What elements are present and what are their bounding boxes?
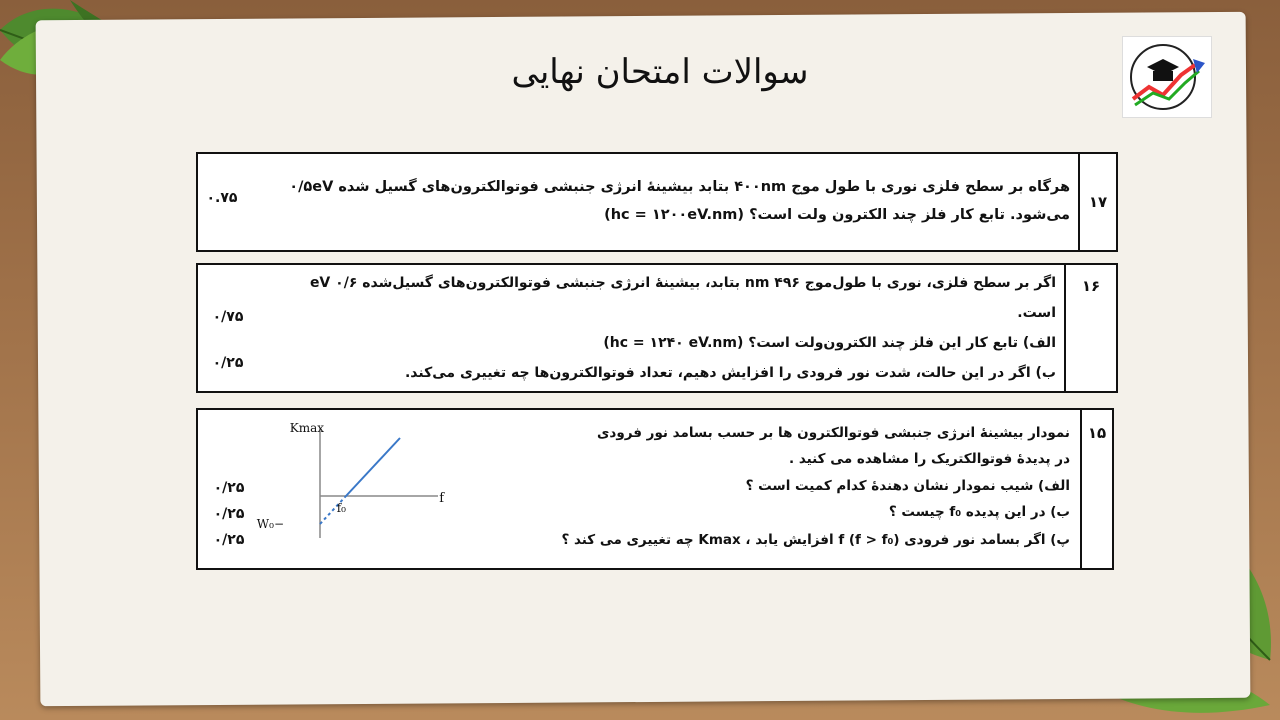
- question-line: هرگاه بر سطح فلزی نوری با طول موج ۴۰۰nm بتابد بیشینهٔ انرژی جنبشی فوتوالکترون‌های گسیل شده ۰/۵eV: [289, 179, 1070, 196]
- question-15-box: [196, 408, 1114, 570]
- school-logo: [1122, 36, 1212, 118]
- slide-title: سوالات امتحان نهایی: [511, 52, 809, 92]
- question-17-box: [196, 152, 1118, 252]
- y-axis-label: Kmax: [289, 421, 324, 435]
- question-line: الف) شیب نمودار نشان دهندهٔ کدام کمیت است ؟: [745, 477, 1070, 494]
- question-line: می‌شود. تابع کار فلز چند الکترون ولت است؟ (hc = ۱۲۰۰eV.nm): [604, 207, 1070, 223]
- question-16-box: [196, 263, 1118, 393]
- score-column: [196, 154, 246, 250]
- score-value: ۰/۲۵: [213, 532, 245, 548]
- question-line: الف) تابع کار این فلز چند الکترون‌ولت است؟ (hc = ۱۲۴۰ eV.nm): [603, 335, 1056, 351]
- question-line: در پدیدهٔ فوتوالکتریک را مشاهده می کنید .: [789, 451, 1070, 468]
- question-text: [258, 265, 1066, 391]
- score-value: ۰.۷۵: [206, 190, 238, 206]
- question-line: پ) اگر بسامد نور فرودی f (f > f₀) افزایش یابد ، Kmax چه تغییری می کند ؟: [561, 532, 1070, 548]
- x-intercept-label: f₀: [336, 501, 346, 515]
- question-line: اگر بر سطح فلزی، نوری با طول‌موج ۴۹۶ nm بتابد، بیشینهٔ انرژی جنبشی فوتوالکترون‌های گسیل‌شده ۰/۶ eV است.: [309, 274, 1056, 321]
- question-line: ب) در این پدیده f₀ چیست ؟: [888, 503, 1070, 520]
- y-intercept-label: −W₀: [256, 517, 284, 531]
- score-column: [196, 410, 260, 568]
- question-number: ۱۵: [1080, 410, 1114, 568]
- kmax-vs-frequency-graph: [256, 414, 464, 544]
- graph-line-solid: [346, 438, 400, 496]
- question-number: ۱۶: [1064, 265, 1118, 391]
- question-line: نمودار بیشینهٔ انرژی جنبشی فوتوالکترون ها بر حسب بسامد نور فرودی: [597, 425, 1070, 441]
- score-value: ۰/۲۵: [212, 355, 244, 371]
- score-value: ۰/۲۵: [213, 506, 245, 522]
- score-value: ۰/۲۵: [213, 480, 245, 496]
- x-axis-label: f: [439, 491, 444, 506]
- score-column: [196, 265, 258, 391]
- question-text: [246, 154, 1080, 250]
- question-line: ب) اگر در این حالت، شدت نور فرودی را افزایش دهیم، تعداد فوتوالکترون‌ها چه تغییری می‌کند.: [404, 365, 1056, 382]
- question-number: ۱۷: [1078, 154, 1118, 250]
- score-value: ۰/۷۵: [212, 309, 244, 325]
